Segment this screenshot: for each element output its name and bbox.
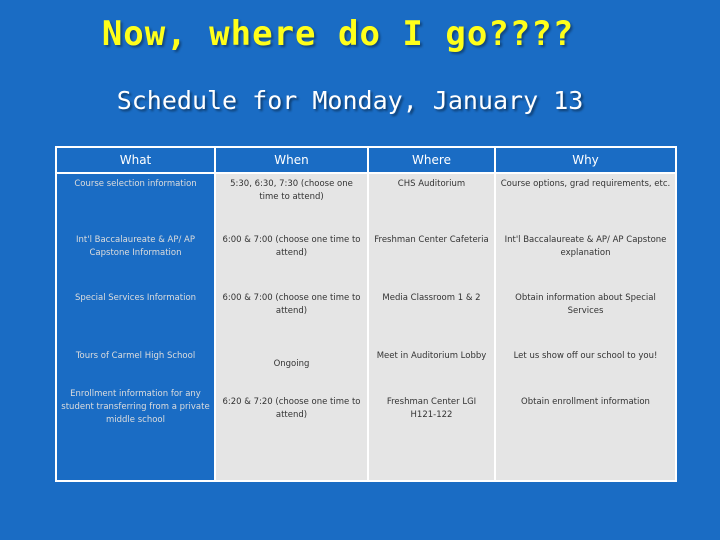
cell-where: Media Classroom 1 & 2 bbox=[368, 288, 495, 346]
cell-what: Int'l Baccalaureate & AP/ AP Capstone Information bbox=[57, 230, 215, 288]
header-when: When bbox=[215, 148, 368, 173]
cell-when: 6:20 & 7:20 (choose one time to attend) bbox=[215, 384, 368, 480]
cell-why: Int'l Baccalaureate & AP/ AP Capstone explanation bbox=[504, 235, 667, 258]
table-header-row bbox=[57, 148, 675, 173]
header-where: Where bbox=[368, 148, 495, 173]
cell-why: Course options, grad requirements, etc. bbox=[500, 179, 671, 189]
cell-why: Obtain information about Special Services bbox=[515, 293, 656, 316]
cell-when: 6:00 & 7:00 (choose one time to attend) bbox=[215, 230, 368, 288]
cell-where: Freshman Center Cafeteria bbox=[368, 230, 495, 288]
cell-where: Freshman Center LGI H121-122 bbox=[368, 384, 495, 480]
header-why: Why bbox=[495, 148, 675, 173]
cell-when: Ongoing bbox=[215, 346, 368, 384]
cell-when: 5:30, 6:30, 7:30 (choose one time to attend) bbox=[215, 173, 368, 230]
cell-what: Course selection information bbox=[57, 173, 215, 230]
table-row bbox=[57, 288, 675, 346]
cell-why: Obtain enrollment information bbox=[521, 397, 650, 407]
cell-when: 6:00 & 7:00 (choose one time to attend) bbox=[215, 288, 368, 346]
cell-what: Tours of Carmel High School bbox=[57, 346, 215, 384]
slide-subtitle: Schedule for Monday, January 13 bbox=[116, 86, 584, 115]
cell-what: Special Services Information bbox=[57, 288, 215, 346]
cell-why: Let us show off our school to you! bbox=[513, 351, 658, 361]
cell-what: Enrollment information for any student transferring from a private middle school bbox=[57, 384, 215, 480]
cell-where: CHS Auditorium bbox=[368, 173, 495, 230]
table-row bbox=[57, 384, 675, 480]
table-row bbox=[57, 230, 675, 288]
header-what: What bbox=[57, 148, 215, 173]
cell-where: Meet in Auditorium Lobby bbox=[368, 346, 495, 384]
slide-title: Now, where do I go???? bbox=[101, 14, 575, 54]
schedule-table bbox=[55, 146, 677, 482]
table-row bbox=[57, 346, 675, 384]
table-row bbox=[57, 173, 675, 230]
